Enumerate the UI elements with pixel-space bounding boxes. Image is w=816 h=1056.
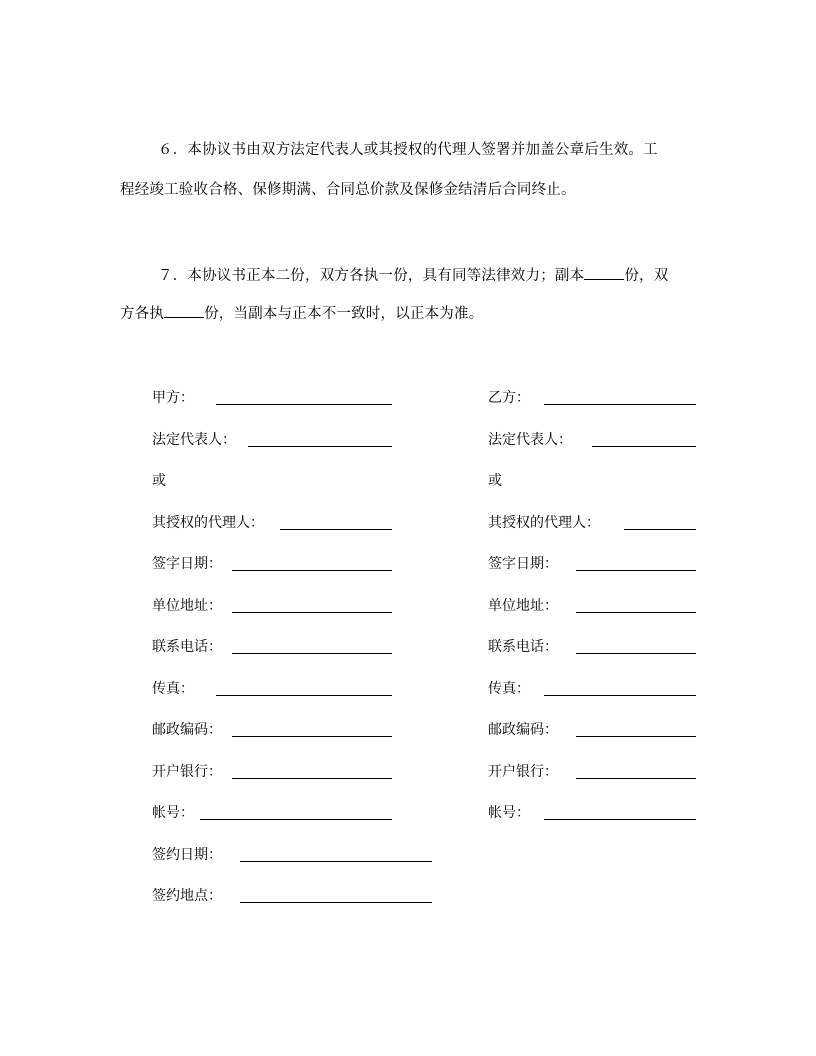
party-a-phone-label: 联系电话： xyxy=(152,639,222,655)
party-a-account-label: 帐号： xyxy=(152,805,194,821)
copies-count-blank-2[interactable] xyxy=(164,303,204,318)
party-b-bank-label: 开户银行： xyxy=(488,764,558,780)
party-a-account-field[interactable] xyxy=(200,819,392,820)
party-b-address-field[interactable] xyxy=(576,612,696,613)
party-b-bank-field[interactable] xyxy=(576,778,696,779)
party-a-address-field[interactable] xyxy=(232,612,392,613)
party-b-address-label: 单位地址： xyxy=(488,598,558,614)
party-a-or-label: 或 xyxy=(152,473,166,489)
clause-7-text-d: 份，当副本与正本不一致时，以正本为准。 xyxy=(204,306,484,322)
signing-date-label: 签约日期： xyxy=(152,847,222,863)
party-b-phone-label: 联系电话： xyxy=(488,639,558,655)
party-a-fax-label: 传真： xyxy=(152,681,194,697)
party-b-legal-rep-field[interactable] xyxy=(592,446,696,447)
party-a-postcode-label: 邮政编码： xyxy=(152,722,222,738)
party-a-sign-date-field[interactable] xyxy=(232,570,392,571)
copies-count-blank-1[interactable] xyxy=(584,265,624,280)
clause-7-text-a: ７．本协议书正本二份，双方各执一份，具有同等法律效力；副本 xyxy=(158,268,585,284)
party-b-postcode-field[interactable] xyxy=(576,736,696,737)
party-b-account-label: 帐号： xyxy=(488,805,530,821)
party-b-name-field[interactable] xyxy=(544,404,696,405)
party-b-agent-label: 其授权的代理人： xyxy=(488,515,600,531)
signing-date-field[interactable] xyxy=(240,861,432,862)
party-b-name-label: 乙方： xyxy=(488,390,530,406)
party-b-postcode-label: 邮政编码： xyxy=(488,722,558,738)
party-a-postcode-field[interactable] xyxy=(232,736,392,737)
party-a-phone-field[interactable] xyxy=(232,653,392,654)
party-a-name-field[interactable] xyxy=(216,404,392,405)
clause-7-line-1 xyxy=(158,265,668,286)
signing-place-label: 签约地点： xyxy=(152,888,222,904)
clause-6-line-2: 程经竣工验收合格、保修期满、合同总价款及保修金结清后合同终止。 xyxy=(120,182,576,198)
party-a-address-label: 单位地址： xyxy=(152,598,222,614)
party-b-fax-field[interactable] xyxy=(544,695,696,696)
clause-7-line-2 xyxy=(120,303,483,324)
party-b-fax-label: 传真： xyxy=(488,681,530,697)
party-a-agent-field[interactable] xyxy=(280,529,392,530)
clause-7-text-b: 份，双 xyxy=(624,268,669,284)
party-b-phone-field[interactable] xyxy=(576,653,696,654)
party-a-sign-date-label: 签字日期： xyxy=(152,556,222,572)
signing-place-field[interactable] xyxy=(240,902,432,903)
party-a-fax-field[interactable] xyxy=(216,695,392,696)
party-b-sign-date-label: 签字日期： xyxy=(488,556,558,572)
clause-7-text-c: 方各执 xyxy=(120,306,165,322)
party-a-legal-rep-label: 法定代表人： xyxy=(152,432,236,448)
party-a-bank-label: 开户银行： xyxy=(152,764,222,780)
clause-6-line-1: ６．本协议书由双方法定代表人或其授权的代理人签署并加盖公章后生效。工 xyxy=(158,142,658,158)
party-a-agent-label: 其授权的代理人： xyxy=(152,515,264,531)
party-a-bank-field[interactable] xyxy=(232,778,392,779)
party-b-account-field[interactable] xyxy=(544,819,696,820)
party-b-agent-field[interactable] xyxy=(624,529,696,530)
party-b-legal-rep-label: 法定代表人： xyxy=(488,432,572,448)
party-a-name-label: 甲方： xyxy=(152,390,194,406)
party-a-legal-rep-field[interactable] xyxy=(248,446,392,447)
party-b-sign-date-field[interactable] xyxy=(576,570,696,571)
party-b-or-label: 或 xyxy=(488,473,502,489)
